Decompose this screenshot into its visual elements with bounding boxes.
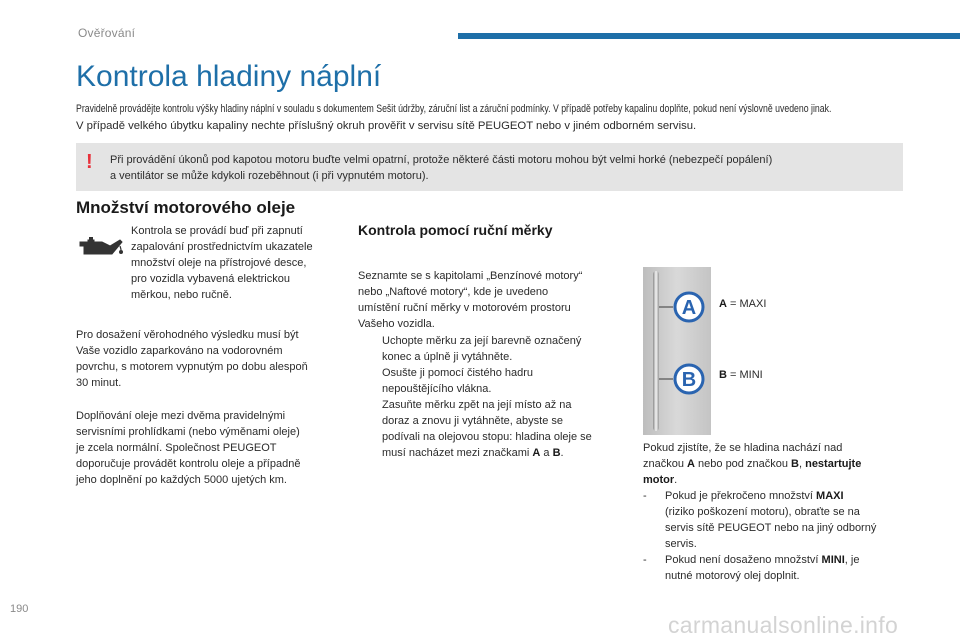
badge-a-label: A: [681, 297, 697, 319]
text-line: servis sítě PEUGEOT nebo na jiný odborný: [665, 522, 877, 534]
legend-text: = MAXI: [726, 298, 767, 310]
exclamation-icon: !: [86, 151, 93, 173]
emphasis-text: nestartujte: [805, 458, 862, 470]
text-fragment: , je: [844, 554, 860, 566]
oil-intro-text: [131, 223, 346, 303]
text-line: Uchopte měrku za její barevně označený: [382, 335, 582, 347]
badge-b-label: B: [681, 369, 697, 391]
dipstick-steps-list: [358, 333, 628, 461]
oil-section-heading: Množství motorového oleje: [76, 198, 296, 217]
dipstick-section-heading: Kontrola pomocí ruční měrky: [358, 222, 553, 238]
text-fragment: .: [674, 474, 678, 486]
text-fragment: a: [540, 447, 553, 459]
list-item: [358, 365, 628, 397]
text-fragment: Pokud není dosaženo množství: [665, 554, 822, 566]
intro-paragraph-2: V případě velkého úbytku kapaliny nechte příslušný okruh prověřit v servisu sítě PEUGEOT nebo v jiném odborném servisu.: [76, 120, 697, 132]
text-fragment: Pokud je překročeno množství: [665, 490, 817, 502]
mark-a-reference: A: [532, 447, 541, 459]
emphasis-text: motor: [643, 474, 675, 486]
text-line: nutné motorový olej doplnit.: [665, 570, 800, 582]
text-fragment: značkou: [643, 458, 688, 470]
text-line: (riziko poškození motoru), obraťte se na: [665, 506, 860, 518]
text-fragment: nebo pod značkou: [694, 458, 792, 470]
text-fragment: .: [560, 447, 564, 459]
legend-mini: [719, 369, 763, 381]
section-label: Ověřování: [78, 26, 136, 40]
list-item: [358, 333, 628, 365]
warning-line: a ventilátor se může kdykoli rozeběhnout (i při vypnutém motoru).: [110, 170, 429, 182]
mark-a-reference: A: [687, 458, 695, 470]
text-line: Pokud zjistíte, že se hladina nachází nad: [643, 442, 843, 454]
text-line: [643, 456, 911, 472]
text-line: servisními prohlídkami (nebo výměnami oleje): [76, 426, 300, 438]
text-line: [665, 552, 911, 568]
top-up-paragraph: [76, 408, 346, 488]
level-outside-range-text: [643, 440, 911, 584]
text-line: [382, 445, 628, 461]
legend-letter: A: [719, 298, 727, 310]
text-line: Vaše vozidlo zaparkováno na vodorovném: [76, 345, 283, 357]
warning-line: Při provádění úkonů pod kapotou motoru buďte velmi opatrní, protože některé části motoru mohou být velmi horké (nebezpečí popálení): [110, 154, 773, 166]
text-line: Seznamte se s kapitolami „Benzínové motory“: [358, 270, 583, 282]
text-line: doraz a znovu ji vytáhněte, abyste se: [382, 415, 563, 427]
list-item: [643, 488, 911, 552]
list-item: [358, 397, 628, 461]
outside-range-list: [643, 488, 911, 584]
text-line: Doplňování oleje mezi dvěma pravidelnými: [76, 410, 286, 422]
text-line: nebo „Naftové motory“, kde je uvedeno: [358, 286, 549, 298]
maxi-reference: MAXI: [816, 490, 844, 502]
mark-b-reference: B: [552, 447, 561, 459]
dipstick-illustration: [643, 267, 711, 435]
text-line: doporučuje provádět kontrolu oleje a případně: [76, 458, 301, 470]
text-line: 30 minut.: [76, 377, 122, 389]
mini-reference: MINI: [821, 554, 845, 566]
mark-b-reference: B: [791, 458, 799, 470]
text-line: podívali na olejovou stopu: hladina oleje se: [382, 431, 592, 443]
oil-can-icon: [76, 232, 124, 262]
dash-marker: -: [643, 490, 647, 502]
legend-letter: B: [719, 369, 727, 381]
text-line: zapalování prostřednictvím ukazatele: [131, 241, 313, 253]
text-line: pro vozidla vybavená elektrickou: [131, 273, 290, 285]
text-line: Vašeho vozidla.: [358, 318, 435, 330]
text-line: povrchu, s motorem vypnutým po dobu alespoň: [76, 361, 308, 373]
text-line: [665, 488, 911, 504]
text-line: servis.: [665, 538, 697, 550]
text-line: měrkou, nebo ručně.: [131, 289, 232, 301]
text-line: [643, 472, 911, 488]
text-line: nepouštějícího vlákna.: [382, 383, 492, 395]
text-line: Kontrola se provádí buď při zapnutí: [131, 225, 303, 237]
watermark: carmanualsonline.info: [668, 612, 899, 638]
text-fragment: musí nacházet mezi značkami: [382, 447, 533, 459]
page-title: Kontrola hladiny náplní: [76, 60, 382, 93]
legend-text: = MINI: [726, 369, 763, 381]
intro-paragraph: Pravidelně provádějte kontrolu výšky hladiny náplní v souladu s dokumentem Sešit údržby, záruční list a záruční podmínky. V případě potřeby kapalinu doplňte, pokud není výslovně uvedeno jinak.: [76, 103, 832, 115]
page-number: 190: [10, 603, 29, 615]
warning-box: [76, 143, 903, 191]
list-item: [643, 552, 911, 584]
warning-text: [110, 152, 890, 184]
text-line: je zcela normální. Společnost PEUGEOT: [76, 442, 277, 454]
text-line: konec a úplně ji vytáhněte.: [382, 351, 513, 363]
dipstick-intro-text: [358, 268, 628, 332]
text-line: množství oleje na přístrojové desce,: [131, 257, 307, 269]
text-fragment: ,: [798, 458, 806, 470]
text-line: Pro dosažení věrohodného výsledku musí být: [76, 329, 299, 341]
text-line: umístění ruční měrky v motorovém prostoru: [358, 302, 571, 314]
text-line: Zasuňte měrku zpět na její místo až na: [382, 399, 572, 411]
text-line: Osušte ji pomocí čistého hadru: [382, 367, 534, 379]
parking-paragraph: [76, 327, 346, 391]
legend-maxi: [719, 298, 766, 310]
dash-marker: -: [643, 554, 647, 566]
text-line: jeho doplnění po každých 5000 ujetých km.: [76, 474, 287, 486]
header-accent-bar: [458, 33, 960, 39]
